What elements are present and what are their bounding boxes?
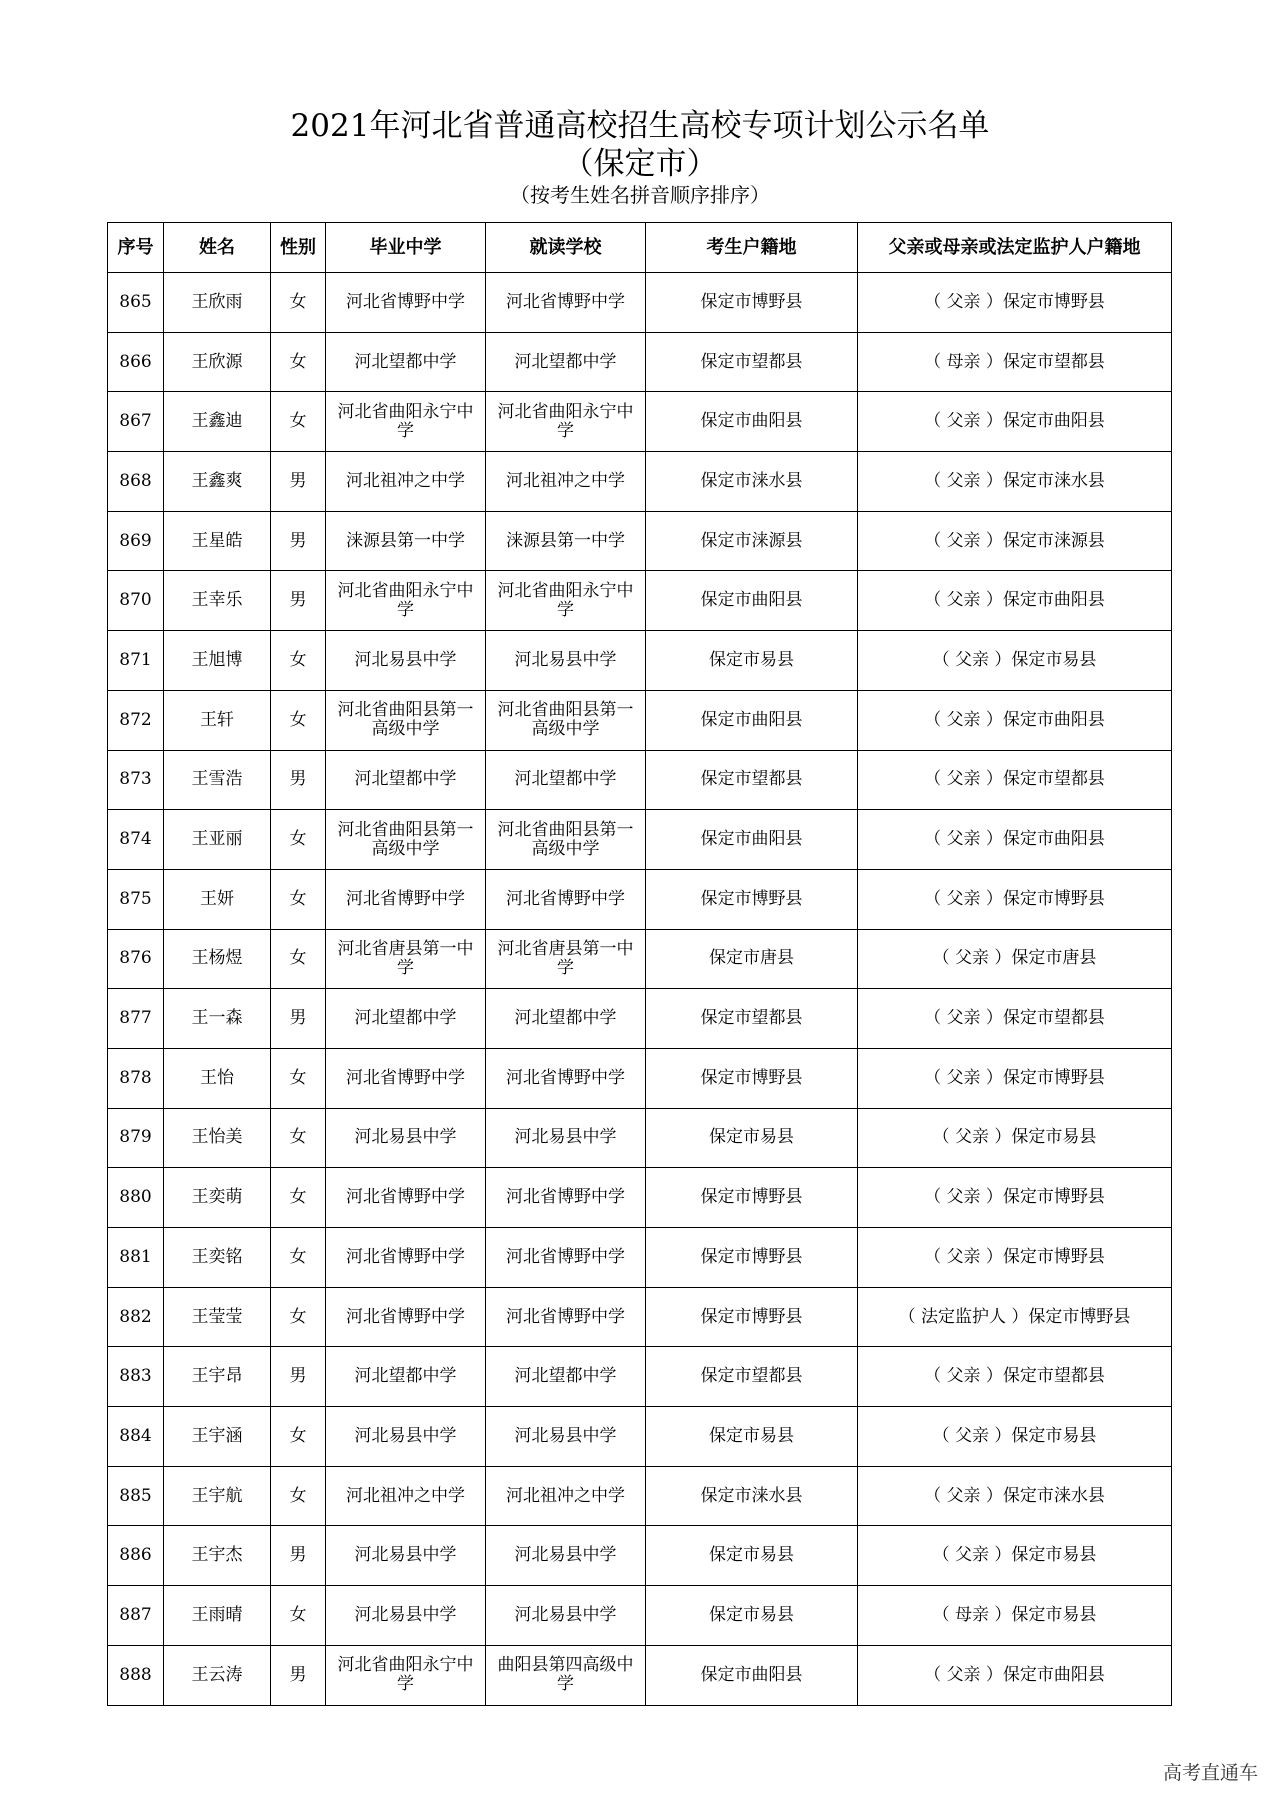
cell-student-hukou: 保定市博野县 [646, 1048, 858, 1108]
document-subtitle-city: （保定市） [562, 146, 718, 182]
cell-name: 王星皓 [164, 511, 271, 571]
cell-current-school: 河北省曲阳永宁中学 [486, 571, 646, 631]
cell-name: 王怡 [164, 1048, 271, 1108]
cell-student-hukou: 保定市曲阳县 [646, 392, 858, 452]
cell-gender: 女 [271, 273, 326, 333]
cell-student-hukou: 保定市曲阳县 [646, 690, 858, 750]
cell-name: 王旭博 [164, 631, 271, 691]
cell-gender: 男 [271, 1347, 326, 1407]
cell-current-school: 河北易县中学 [486, 1526, 646, 1586]
cell-guardian-hukou: （ 父亲 ）保定市曲阳县 [858, 571, 1172, 631]
table-row [108, 332, 1172, 392]
cell-name: 王鑫爽 [164, 452, 271, 512]
cell-guardian-hukou: （ 父亲 ）保定市博野县 [858, 273, 1172, 333]
cell-name: 王宇涵 [164, 1407, 271, 1467]
cell-graduated-school: 河北易县中学 [326, 1586, 486, 1646]
cell-index: 871 [108, 631, 164, 691]
cell-guardian-hukou: （ 父亲 ）保定市易县 [858, 1108, 1172, 1168]
cell-name: 王云涛 [164, 1645, 271, 1705]
cell-name: 王雪浩 [164, 750, 271, 810]
cell-graduated-school: 河北易县中学 [326, 1407, 486, 1467]
cell-student-hukou: 保定市涞源县 [646, 511, 858, 571]
cell-index: 884 [108, 1407, 164, 1467]
cell-gender: 男 [271, 571, 326, 631]
cell-graduated-school: 河北省唐县第一中学 [326, 929, 486, 989]
cell-index: 877 [108, 989, 164, 1049]
cell-gender: 女 [271, 1108, 326, 1168]
cell-guardian-hukou: （ 母亲 ）保定市易县 [858, 1586, 1172, 1646]
cell-guardian-hukou: （ 父亲 ）保定市涞水县 [858, 1466, 1172, 1526]
table-row [108, 1645, 1172, 1705]
cell-gender: 男 [271, 1645, 326, 1705]
cell-name: 王宇航 [164, 1466, 271, 1526]
cell-current-school: 河北易县中学 [486, 1407, 646, 1467]
table-row [108, 273, 1172, 333]
cell-index: 868 [108, 452, 164, 512]
cell-graduated-school: 河北省博野中学 [326, 1287, 486, 1347]
cell-name: 王怡美 [164, 1108, 271, 1168]
cell-index: 882 [108, 1287, 164, 1347]
cell-name: 王欣雨 [164, 273, 271, 333]
cell-gender: 女 [271, 1407, 326, 1467]
cell-guardian-hukou: （ 父亲 ）保定市博野县 [858, 1048, 1172, 1108]
cell-guardian-hukou: （ 父亲 ）保定市涞源县 [858, 511, 1172, 571]
cell-index: 865 [108, 273, 164, 333]
cell-name: 王雨晴 [164, 1586, 271, 1646]
table-row [108, 989, 1172, 1049]
cell-current-school: 河北祖冲之中学 [486, 452, 646, 512]
cell-name: 王莹莹 [164, 1287, 271, 1347]
header-student-hukou: 考生户籍地 [646, 223, 858, 273]
cell-guardian-hukou: （ 父亲 ）保定市望都县 [858, 750, 1172, 810]
cell-gender: 女 [271, 1048, 326, 1108]
cell-student-hukou: 保定市博野县 [646, 1228, 858, 1288]
cell-guardian-hukou: （ 父亲 ）保定市曲阳县 [858, 690, 1172, 750]
cell-student-hukou: 保定市博野县 [646, 1287, 858, 1347]
cell-student-hukou: 保定市望都县 [646, 989, 858, 1049]
table-row [108, 750, 1172, 810]
cell-current-school: 河北望都中学 [486, 750, 646, 810]
cell-graduated-school: 河北省博野中学 [326, 1048, 486, 1108]
cell-name: 王轩 [164, 690, 271, 750]
cell-student-hukou: 保定市博野县 [646, 273, 858, 333]
header-current-school: 就读学校 [486, 223, 646, 273]
cell-graduated-school: 河北省曲阳永宁中学 [326, 1645, 486, 1705]
cell-graduated-school: 河北省博野中学 [326, 1228, 486, 1288]
cell-name: 王奕铭 [164, 1228, 271, 1288]
cell-student-hukou: 保定市易县 [646, 1586, 858, 1646]
cell-graduated-school: 河北省曲阳县第一高级中学 [326, 690, 486, 750]
cell-graduated-school: 河北省博野中学 [326, 1168, 486, 1228]
cell-guardian-hukou: （ 母亲 ）保定市望都县 [858, 332, 1172, 392]
cell-graduated-school: 河北祖冲之中学 [326, 452, 486, 512]
document-sort-note: （按考生姓名拼音顺序排序） [510, 183, 770, 207]
cell-index: 876 [108, 929, 164, 989]
cell-guardian-hukou: （ 父亲 ）保定市易县 [858, 1407, 1172, 1467]
cell-guardian-hukou: （ 法定监护人 ）保定市博野县 [858, 1287, 1172, 1347]
cell-index: 867 [108, 392, 164, 452]
header-guardian-hukou: 父亲或母亲或法定监护人户籍地 [858, 223, 1172, 273]
table-row [108, 810, 1172, 870]
cell-student-hukou: 保定市望都县 [646, 750, 858, 810]
table-row [108, 1108, 1172, 1168]
cell-gender: 女 [271, 1466, 326, 1526]
cell-current-school: 河北省博野中学 [486, 1287, 646, 1347]
cell-index: 883 [108, 1347, 164, 1407]
cell-gender: 男 [271, 452, 326, 512]
cell-name: 王幸乐 [164, 571, 271, 631]
cell-guardian-hukou: （ 父亲 ）保定市博野县 [858, 1228, 1172, 1288]
header-graduated-school: 毕业中学 [326, 223, 486, 273]
cell-student-hukou: 保定市涞水县 [646, 452, 858, 512]
table-row [108, 869, 1172, 929]
cell-current-school: 河北易县中学 [486, 1586, 646, 1646]
cell-gender: 男 [271, 511, 326, 571]
cell-index: 874 [108, 810, 164, 870]
cell-graduated-school: 河北省曲阳县第一高级中学 [326, 810, 486, 870]
cell-gender: 女 [271, 1287, 326, 1347]
cell-name: 王奕萌 [164, 1168, 271, 1228]
cell-student-hukou: 保定市易县 [646, 631, 858, 691]
cell-graduated-school: 河北省曲阳永宁中学 [326, 571, 486, 631]
roster-table [107, 222, 1172, 1706]
cell-index: 888 [108, 1645, 164, 1705]
cell-graduated-school: 河北望都中学 [326, 332, 486, 392]
cell-name: 王宇杰 [164, 1526, 271, 1586]
cell-gender: 女 [271, 1168, 326, 1228]
cell-index: 881 [108, 1228, 164, 1288]
cell-current-school: 河北易县中学 [486, 1108, 646, 1168]
cell-student-hukou: 保定市望都县 [646, 1347, 858, 1407]
table-row [108, 1168, 1172, 1228]
cell-gender: 女 [271, 869, 326, 929]
cell-guardian-hukou: （ 父亲 ）保定市望都县 [858, 989, 1172, 1049]
cell-current-school: 河北祖冲之中学 [486, 1466, 646, 1526]
cell-current-school: 涞源县第一中学 [486, 511, 646, 571]
watermark: 高考直通车 [1162, 1762, 1258, 1784]
cell-student-hukou: 保定市易县 [646, 1407, 858, 1467]
cell-name: 王妍 [164, 869, 271, 929]
cell-graduated-school: 河北望都中学 [326, 750, 486, 810]
header-name: 姓名 [164, 223, 271, 273]
cell-current-school: 河北省曲阳永宁中学 [486, 392, 646, 452]
cell-graduated-school: 河北望都中学 [326, 989, 486, 1049]
cell-current-school: 河北省唐县第一中学 [486, 929, 646, 989]
table-row [108, 1287, 1172, 1347]
cell-index: 879 [108, 1108, 164, 1168]
cell-guardian-hukou: （ 父亲 ）保定市易县 [858, 1526, 1172, 1586]
cell-current-school: 河北省曲阳县第一高级中学 [486, 810, 646, 870]
table-row [108, 929, 1172, 989]
cell-current-school: 河北省博野中学 [486, 869, 646, 929]
cell-gender: 女 [271, 332, 326, 392]
cell-name: 王亚丽 [164, 810, 271, 870]
cell-index: 886 [108, 1526, 164, 1586]
cell-name: 王鑫迪 [164, 392, 271, 452]
cell-student-hukou: 保定市涞水县 [646, 1466, 858, 1526]
table-row [108, 1228, 1172, 1288]
cell-student-hukou: 保定市易县 [646, 1526, 858, 1586]
cell-student-hukou: 保定市望都县 [646, 332, 858, 392]
cell-student-hukou: 保定市博野县 [646, 869, 858, 929]
table-row [108, 1586, 1172, 1646]
cell-current-school: 河北望都中学 [486, 989, 646, 1049]
cell-guardian-hukou: （ 父亲 ）保定市易县 [858, 631, 1172, 691]
cell-graduated-school: 河北省博野中学 [326, 869, 486, 929]
cell-current-school: 河北省博野中学 [486, 273, 646, 333]
table-header-row [108, 223, 1172, 273]
table-row [108, 1407, 1172, 1467]
table-row [108, 1347, 1172, 1407]
cell-index: 870 [108, 571, 164, 631]
cell-index: 875 [108, 869, 164, 929]
cell-current-school: 河北望都中学 [486, 332, 646, 392]
cell-gender: 女 [271, 1586, 326, 1646]
cell-graduated-school: 河北易县中学 [326, 631, 486, 691]
cell-student-hukou: 保定市博野县 [646, 1168, 858, 1228]
cell-guardian-hukou: （ 父亲 ）保定市望都县 [858, 1347, 1172, 1407]
cell-graduated-school: 河北望都中学 [326, 1347, 486, 1407]
cell-gender: 男 [271, 750, 326, 810]
cell-student-hukou: 保定市曲阳县 [646, 1645, 858, 1705]
table-row [108, 511, 1172, 571]
cell-guardian-hukou: （ 父亲 ）保定市曲阳县 [858, 392, 1172, 452]
cell-gender: 女 [271, 929, 326, 989]
header-index: 序号 [108, 223, 164, 273]
cell-index: 866 [108, 332, 164, 392]
cell-graduated-school: 河北祖冲之中学 [326, 1466, 486, 1526]
cell-current-school: 河北省博野中学 [486, 1168, 646, 1228]
cell-guardian-hukou: （ 父亲 ）保定市曲阳县 [858, 1645, 1172, 1705]
cell-name: 王一森 [164, 989, 271, 1049]
cell-index: 887 [108, 1586, 164, 1646]
cell-gender: 女 [271, 810, 326, 870]
cell-gender: 女 [271, 690, 326, 750]
cell-guardian-hukou: （ 父亲 ）保定市曲阳县 [858, 810, 1172, 870]
cell-student-hukou: 保定市唐县 [646, 929, 858, 989]
cell-gender: 男 [271, 1526, 326, 1586]
cell-guardian-hukou: （ 父亲 ）保定市涞水县 [858, 452, 1172, 512]
cell-name: 王杨煜 [164, 929, 271, 989]
cell-student-hukou: 保定市曲阳县 [646, 810, 858, 870]
cell-graduated-school: 河北易县中学 [326, 1526, 486, 1586]
table-row [108, 1048, 1172, 1108]
cell-current-school: 河北省曲阳县第一高级中学 [486, 690, 646, 750]
table-row [108, 631, 1172, 691]
header-gender: 性别 [271, 223, 326, 273]
document-title: 2021年河北省普通高校招生高校专项计划公示名单 [290, 108, 990, 144]
cell-guardian-hukou: （ 父亲 ）保定市博野县 [858, 869, 1172, 929]
cell-name: 王宇昂 [164, 1347, 271, 1407]
cell-guardian-hukou: （ 父亲 ）保定市博野县 [858, 1168, 1172, 1228]
cell-graduated-school: 河北省曲阳永宁中学 [326, 392, 486, 452]
cell-name: 王欣源 [164, 332, 271, 392]
table-row [108, 690, 1172, 750]
cell-index: 878 [108, 1048, 164, 1108]
cell-current-school: 河北易县中学 [486, 631, 646, 691]
cell-graduated-school: 涞源县第一中学 [326, 511, 486, 571]
cell-current-school: 曲阳县第四高级中学 [486, 1645, 646, 1705]
table-row [108, 1526, 1172, 1586]
cell-current-school: 河北省博野中学 [486, 1228, 646, 1288]
cell-index: 880 [108, 1168, 164, 1228]
cell-student-hukou: 保定市曲阳县 [646, 571, 858, 631]
cell-current-school: 河北望都中学 [486, 1347, 646, 1407]
cell-graduated-school: 河北省博野中学 [326, 273, 486, 333]
cell-gender: 女 [271, 392, 326, 452]
cell-index: 873 [108, 750, 164, 810]
cell-graduated-school: 河北易县中学 [326, 1108, 486, 1168]
table-row [108, 1466, 1172, 1526]
cell-gender: 女 [271, 1228, 326, 1288]
cell-gender: 女 [271, 631, 326, 691]
table-row [108, 452, 1172, 512]
cell-index: 872 [108, 690, 164, 750]
cell-index: 869 [108, 511, 164, 571]
cell-index: 885 [108, 1466, 164, 1526]
cell-student-hukou: 保定市易县 [646, 1108, 858, 1168]
table-body [108, 273, 1172, 1706]
table-row [108, 571, 1172, 631]
cell-gender: 男 [271, 989, 326, 1049]
cell-current-school: 河北省博野中学 [486, 1048, 646, 1108]
table-row [108, 392, 1172, 452]
cell-guardian-hukou: （ 父亲 ）保定市唐县 [858, 929, 1172, 989]
